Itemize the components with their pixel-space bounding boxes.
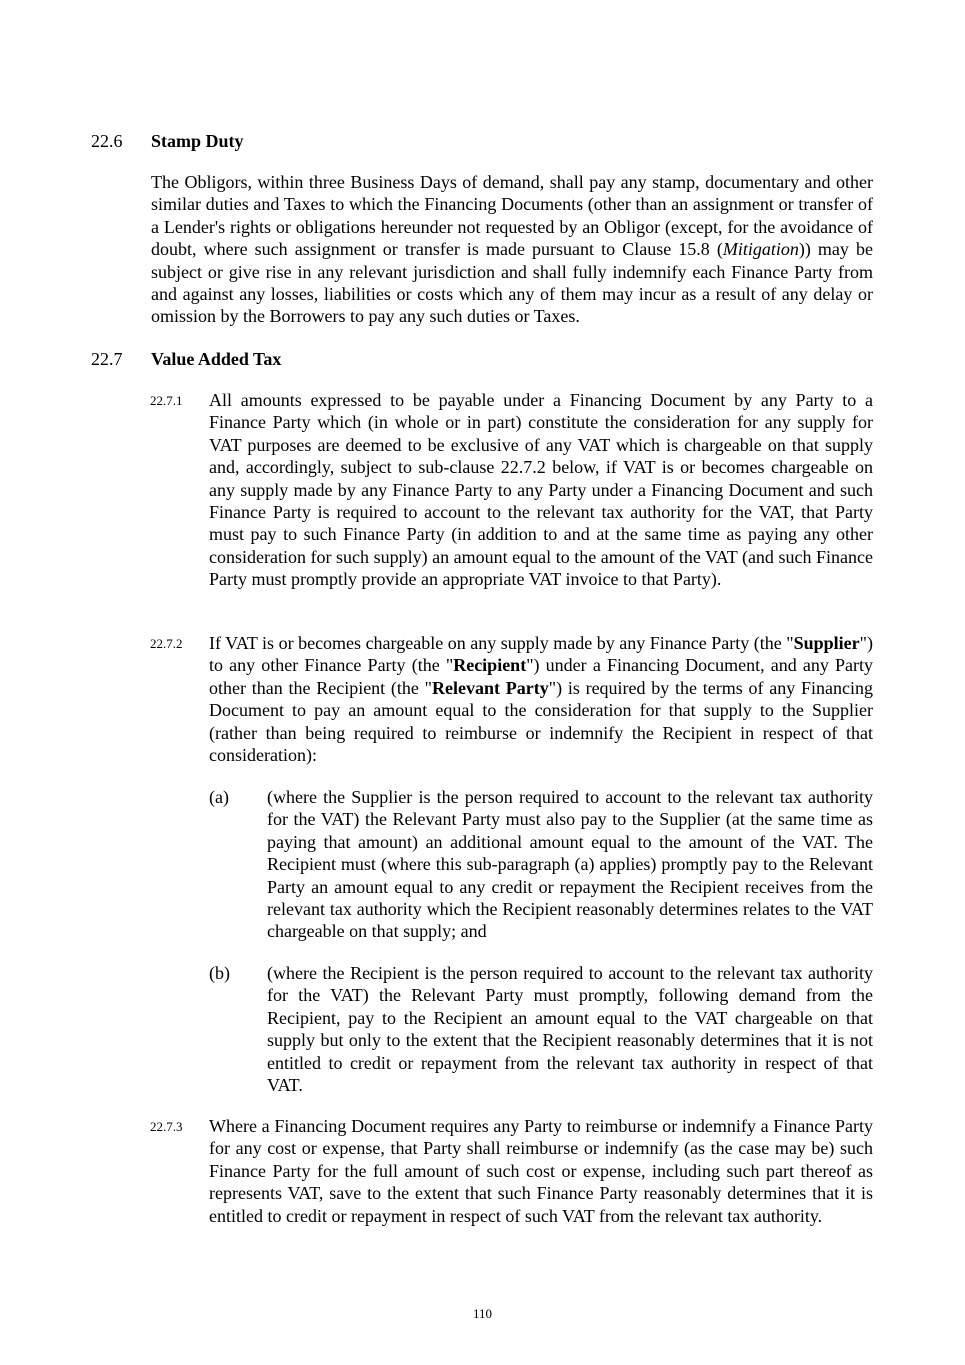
stamp-duty-paragraph: The Obligors, within three Business Days of demand, shall pay any stamp, documentary and other similar duties and Taxes to which the Financing Documents (other than an assignment or transfer of a Lender's rights or obligations hereunder not requested by an Obligor (except, for the avoidance of doubt, where such assignment or transfer is made pursuant to Clause 15.8 (Mitigation)) may be subject or give rise in any relevant jurisdiction and shall fully indemnify each Finance Party from and against any losses, liabilities or costs which any of them may incur as a result of any delay or omission by the Borrowers to pay any such duties or Taxes.: [151, 172, 873, 327]
subclause-paragraph: Where a Financing Document requires any Party to reimburse or indemnify a Finance Party for any cost or expense, that Party shall reimburse or indemnify (as the case may be) such Finance Party for the full amount of such cost or expense, including such part thereof as represents VAT, save to the extent that such Finance Party reasonably determines that it is entitled to credit or repayment in respect of such VAT from the relevant tax authority.: [209, 1116, 873, 1226]
subclause-number: 22.7.3: [150, 1119, 183, 1134]
section-title: Stamp Duty: [151, 131, 244, 151]
subclause-number: 22.7.2: [150, 636, 183, 651]
section-number: 22.7: [91, 349, 123, 369]
item-paragraph: (where the Supplier is the person required to account to the relevant tax authority for the VAT) the Relevant Party must also pay to the Supplier (at the same time as paying that amount) an additional amount equal to the amount of the VAT. The Recipient must (where this sub-paragraph (a) applies) promptly pay to the Relevant Party an amount equal to any credit or repayment the Recipient receives from the relevant tax authority which the Recipient reasonably determines relates to the VAT chargeable on that supply; and: [267, 787, 873, 942]
section-number: 22.6: [91, 131, 123, 151]
item-paragraph: (where the Recipient is the person required to account to the relevant tax authority for the VAT) the Relevant Party must promptly, following demand from the Recipient, pay to the Recipient an amount equal to the VAT chargeable on that supply but only to the extent that the Recipient reasonably determines that it is not entitled to credit or repayment from the relevant tax authority in respect of that VAT.: [267, 963, 873, 1096]
item-label: (b): [209, 963, 230, 983]
section-title: Value Added Tax: [151, 349, 282, 369]
item-label: (a): [209, 787, 229, 807]
subclause-number: 22.7.1: [150, 393, 183, 408]
subclause-paragraph: All amounts expressed to be payable under a Financing Document by any Party to a Finance Party which (in whole or in part) constitute the consideration for any supply for VAT purposes are deemed to be exclusive of any VAT which is chargeable on that supply and, accordingly, subject to sub-clause 22.7.2 below, if VAT is or becomes chargeable on any supply made by any Finance Party to any Party under a Financing Document and such Finance Party is required to account to the relevant tax authority for the VAT, that Party must pay to such Finance Party (in addition to and at the same time as paying any other consideration for such supply) an amount equal to the amount of the VAT (and such Finance Party must promptly provide an appropriate VAT invoice to that Party).: [209, 390, 873, 590]
page-number: 110: [472, 1306, 493, 1321]
subclause-paragraph: If VAT is or becomes chargeable on any supply made by any Finance Party (the "Supplier") to any other Finance Party (the "Recipient") under a Financing Document, and any Party other than the Recipient (the "Relevant Party") is required by the terms of any Financing Document to pay an amount equal to the consideration for that supply to the Supplier (rather than being required to reimburse or indemnify the Recipient in respect of that consideration):: [209, 633, 874, 766]
